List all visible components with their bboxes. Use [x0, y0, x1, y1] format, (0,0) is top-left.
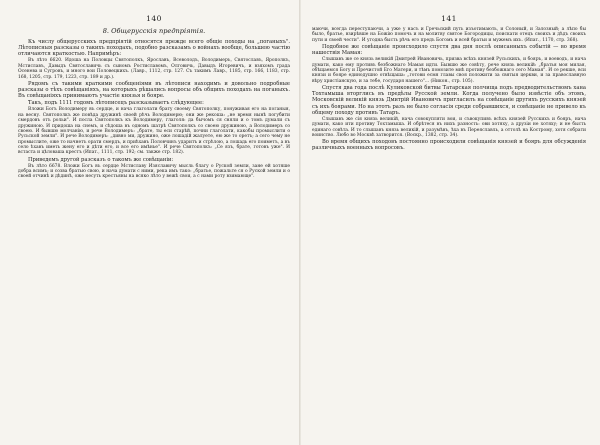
body-paragraph: Во время общихъ походовъ постоянно происходили совѣщанія князей и бояръ для обсужденія различныхъ военныхъ вопросовъ. [312, 139, 586, 152]
quotation-paragraph: Въ лѣто 6678. Вложи Богъ въ сердце Мстиславу Изяславичу мысль благу о Руской земли, зане ей хотяше добра всимъ; и созва братью свою, и нача думати с ними, река имъ тако: „братье, пожальте ся о Руской земли и о своей отчинѣ и дѣдинѣ, оже несуть крестьяны на всяко лѣто у вежѣ свои, а с нами роту взимающе". [18, 163, 290, 180]
quotation-paragraph: Слышавъ же сія князь великій, нача совокупляти вои, и съвокупивъ всѣхъ князей Русскихъ и бояръ, нача думати, како ити противу Тохтамыша. И обрѣтеся въ нихъ разность: ови хотяху, а друзіи не хотяху; и не бысть единаго совѣта. И то слышавъ князь великій, и разумѣвъ, ѣха въ Переяславль, а оттолѣ на Кострому, хотя собрати воинство. Любо во Москвѣ затворится. (Воскр., 1382, стр. 34). [312, 116, 586, 138]
quotation-paragraph: Слышавъ же се князь великій Дмитрей Ивановичь, призва всѣхъ князей Русьскихъ, и бояръ, и воеводъ, и нача думати, како ему противъ безбожнаго Мамая идти. Бывшю же совѣту, рече князь великій: „братья моя милая, обѣщаемся Богу и Пречистой Его Матери, и тѣмъ помозите мнѣ противу безбожнаго сего Мамая". И се рекше, вси князи и бояре единодушно отвѣщаша: „готови есмя главы своя положити за святыя церкви, и за православную вѣру христіанскую, и за тебе, государя нашего"... (Никон., стр. 105). [312, 57, 586, 84]
right-page [300, 0, 600, 445]
body-paragraph: Къ числу общерусскихъ предпріятій относятся прежде всего общіе походы на „поганыхъ". Лѣтописныя разсказы о такихъ походахъ, подобно разсказамъ о войнахъ вообще, большею частію отличаются краткостью. Напримѣръ: [18, 39, 290, 58]
body-paragraph: Такъ, подъ 1111 годомъ лѣтописецъ разсказываетъ слѣдующее: [28, 100, 204, 107]
body-paragraph: Приведемъ другой разсказъ о такомъ же совѣщаніи: [28, 156, 174, 163]
quotation-paragraph: Въ лѣто 6620. Идоша на Половцы Святополкъ, Ярославъ, Всеволодъ, Володимеръ, Святославъ, Ярополкъ, Мстиславъ, Давыдъ Святославичь съ сыномъ Ростиславомъ, Олговичь, Давыдъ Игоревичъ, и взяхомъ града Осенева и Сугровъ, и много вои Половецкихъ. (Лавр., 1112, стр. 127. Съ такимъ Лавр., 1185, стр. 166, 1183, стр. 168, 1205, стр. 179, 1223, стр. 189 и др.). [18, 58, 290, 80]
right-page-body [312, 27, 586, 152]
left-page-body [18, 39, 290, 180]
page-number: 140 [146, 14, 162, 23]
body-paragraph: Подобное же совѣщаніе происходило спустя два дня послѣ описанныхъ событій — во время нашествія Мамая: [312, 44, 586, 57]
section-heading: 8. Общерусскія предпріятія. [102, 27, 206, 35]
body-paragraph: Спустя два года послѣ Куликовской битвы Татарская полчища подъ предводительствомъ хана Тохтамыша вторглись въ предѣлы Русской земли. Когда получено было извѣстіе объ этомъ, Московскій великій князь Дмитрій Ивановичъ пригласилъ на совѣщаніе другихъ русскихъ князей съ ихъ боярами. Но на этотъ разъ не было согласія среди собравшихся, и совѣщаніе не привело къ общему походу противъ Татаръ. [312, 85, 586, 116]
page-number: 141 [441, 14, 457, 23]
quotation-paragraph: маючи, всегда переступаючи, а уже у насъ и Гречьский путь изъотимають, и Солоный, и Залозный; а лѣпо бы было, братье, взирѣвше на Божію помочь и на молитву святое Богородицы, поискати отецъ своихъ и дѣдъ своихъ пути и своей чести". И угодна бысть рѣчь его предъ Богомъ и всей братьи и мужемъ ихъ. (Ипат., 1170, стр. 368). [312, 27, 586, 43]
body-paragraph: Рядомъ съ такими краткими сообщеніями въ лѣтописи находимъ и довольно подробные разсказы о тѣхъ совѣщаніяхъ, на которыхъ рѣшались вопросы объ общихъ походахъ на поганыхъ. Въ совѣщаніяхъ принимаютъ участіе князья и бояре. [18, 80, 290, 100]
quotation-paragraph: Вложи Богъ Володимеру въ сердце, и нача глаголати брату своему Святополку, понуживая его на поганыя, на весну. Святополкъ же повѣда дружинѣ своей рѣчь Володимерю; они же рекоша: „не время нынѣ погубити смердовъ отъ рольи". И посла Святополкъ къ Володимеру, глаголя: да бычомъ ся сняли и о томъ думали съ дружиною. И придоша на снемъ, и сѣдоша въ одномъ шатрѣ Святополкъ со своею дружиною, а Володимеръ со своею. И бывшю молчанію, и рече Володимеръ: „брате, ты еси старѣй, почни глаголати, какобы промыслити о Русьской земли". И рече Володимеръ: „дивно ми, дружино, оже лошадій жалуете, ею же то оретъ; а сего чему не промыслите, оже то начнетъ орати смердъ, и приѣхавъ Половчинъ ударитъ и стрѣлою, а лошадь его поиметъ, а въ село ѣхавъ иметь жену его и дѣти его, и все его имѣнье". И рече Святополкъ: „Се язъ, брате, готовъ уже". И встаста и цѣловаша крестъ (Ипат., 1111, стр. 192; см. также стр. 182). [18, 107, 290, 156]
